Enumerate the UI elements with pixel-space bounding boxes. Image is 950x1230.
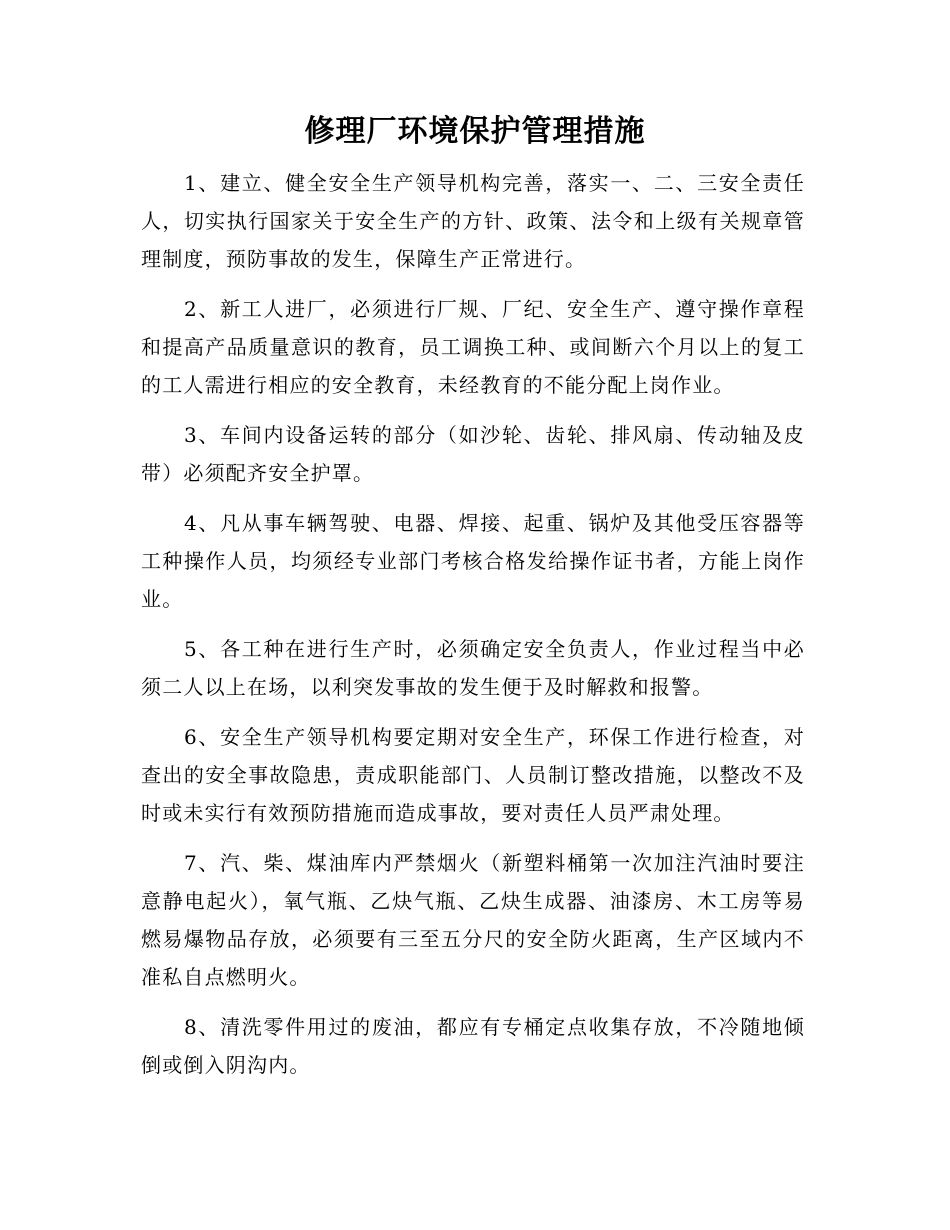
paragraph-2: 2、新工人进厂，必须进行厂规、厂纪、安全生产、遵守操作章程和提高产品质量意识的教育，员工调换工种、或间断六个月以上的复工的工人需进行相应的安全教育，未经教育的不能分配上岗作业。	[141, 297, 805, 397]
document-body	[141, 164, 805, 1096]
paragraph-6: 6、安全生产领导机构要定期对安全生产，环保工作进行检查，对查出的安全事故隐患，责成职能部门、人员制订整改措施，以整改不及时或未实行有效预防措施而造成事故，要对责任人员严肃处理。	[141, 725, 805, 825]
paragraph-8: 8、清洗零件用过的废油，都应有专桶定点收集存放，不冷随地倾倒或倒入阴沟内。	[141, 1015, 805, 1077]
paragraph-3: 3、车间内设备运转的部分（如沙轮、齿轮、排风扇、传动轴及皮带）必须配齐安全护罩。	[141, 423, 805, 485]
paragraph-4: 4、凡从事车辆驾驶、电器、焊接、起重、锅炉及其他受压容器等工种操作人员，均须经专业部门考核合格发给操作证书者，方能上岗作业。	[141, 511, 805, 611]
paragraph-5: 5、各工种在进行生产时，必须确定安全负责人，作业过程当中必须二人以上在场，以利突发事故的发生便于及时解救和报警。	[141, 637, 805, 699]
paragraph-1: 1、建立、健全安全生产领导机构完善，落实一、二、三安全责任人，切实执行国家关于安全生产的方针、政策、法令和上级有关规章管理制度，预防事故的发生，保障生产正常进行。	[141, 171, 805, 271]
paragraph-7: 7、汽、柴、煤油库内严禁烟火（新塑料桶第一次加注汽油时要注意静电起火），氧气瓶、乙炔气瓶、乙炔生成器、油漆房、木工房等易燃易爆物品存放，必须要有三至五分尺的安全防火距离，生产区域内不准私自点燃明火。	[141, 851, 805, 989]
document-title: 修理厂环境保护管理措施	[304, 114, 646, 149]
